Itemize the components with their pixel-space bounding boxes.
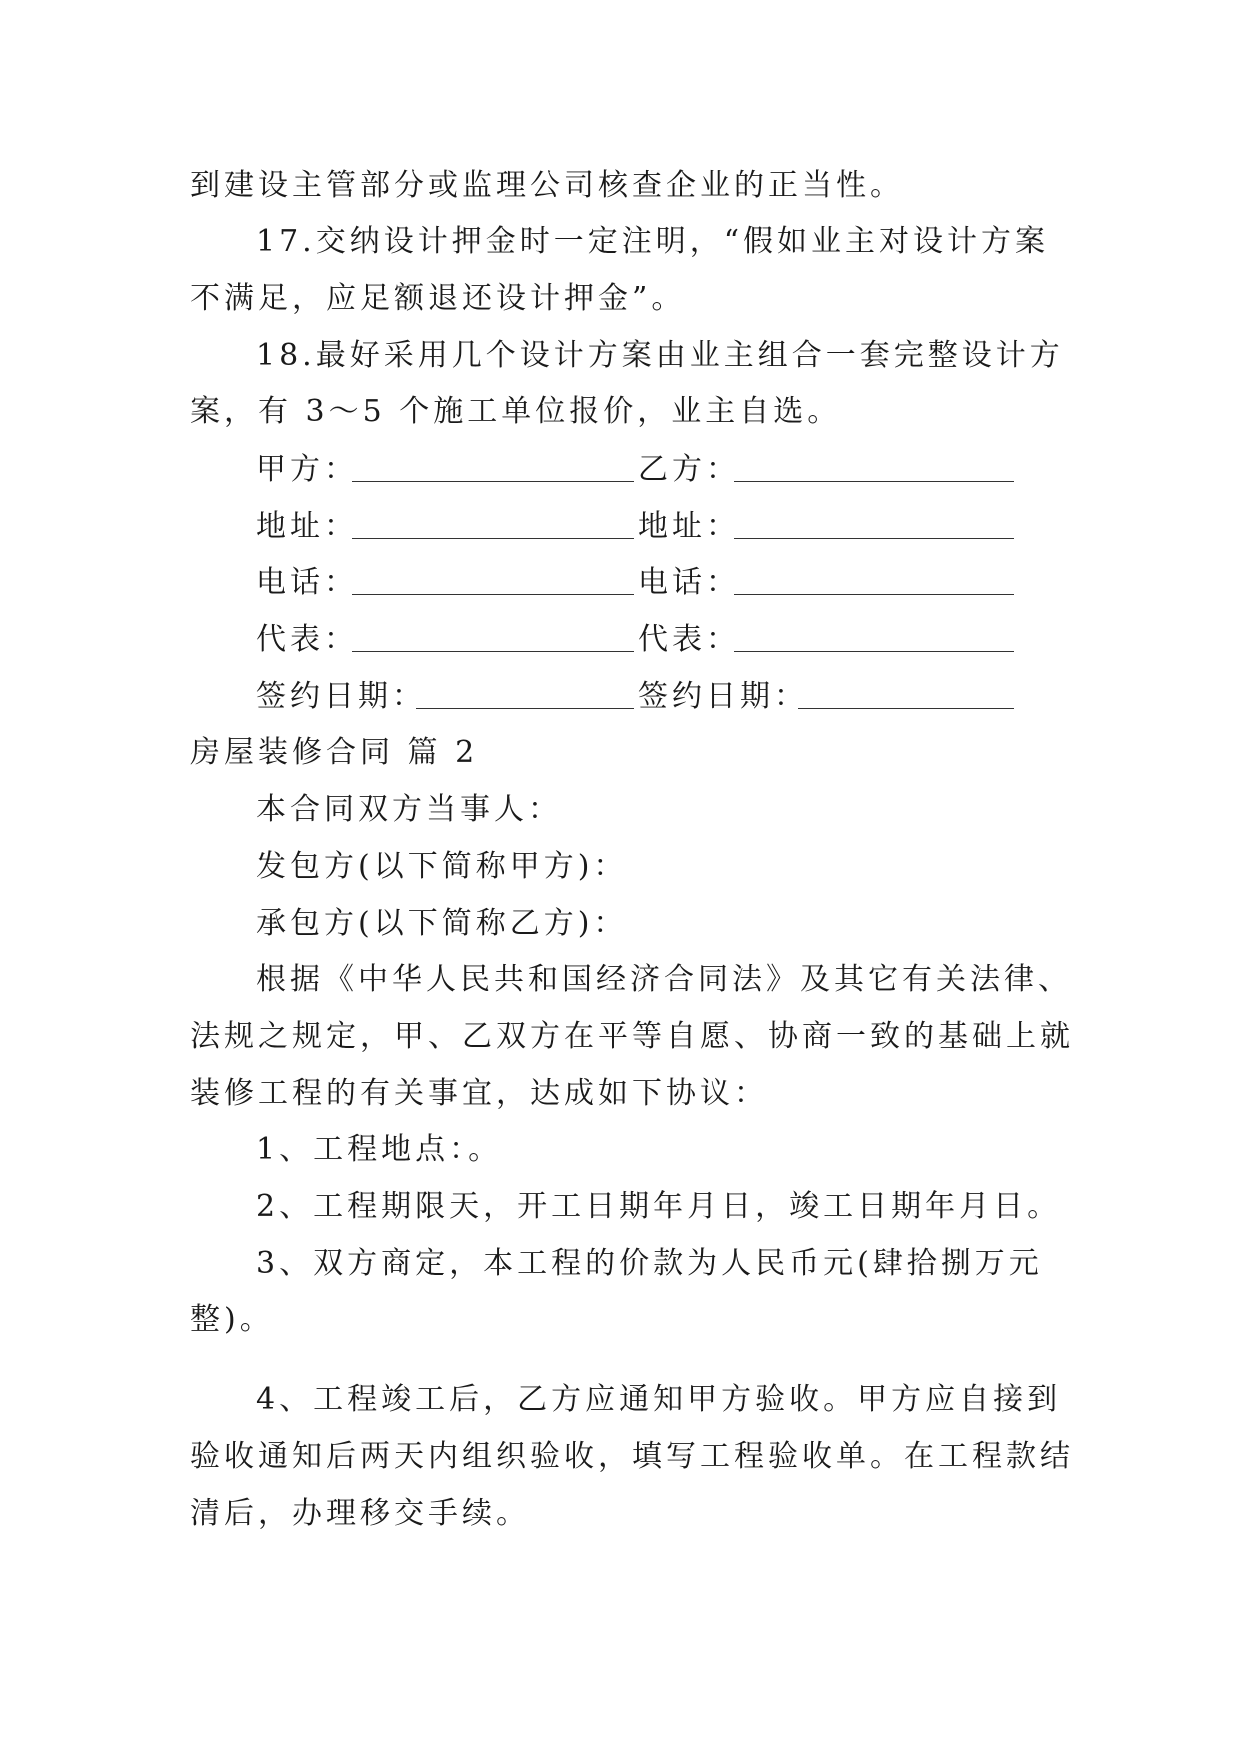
employer-line: 发包方(以下简称甲方)： [256,849,628,884]
parties-intro: 本合同双方当事人： [256,792,562,827]
address-a-label: 地址： [256,509,358,544]
phone-b-blank-line[interactable] [734,594,1014,595]
date-b-blank-line[interactable] [798,708,1014,709]
phone-b-label: 电话： [638,565,740,600]
rep-b-blank-line[interactable] [734,651,1014,652]
phone-a-label: 电话： [256,565,358,600]
phone-b-cell [638,563,1016,603]
date-a-cell [256,677,636,717]
phone-a-blank-line[interactable] [352,594,634,595]
item-4-line-3: 清后，办理移交手续。 [190,1496,530,1531]
clause-17-line-2: 不满足，应足额退还设计押金”。 [190,281,686,316]
phone-a-cell [256,563,636,603]
party-a-cell [256,450,636,490]
contractor-line: 承包方(以下简称乙方)： [256,906,628,941]
address-a-cell [256,507,636,547]
signature-row-party [256,450,1016,490]
preamble-line-1: 根据《中华人民共和国经济合同法》及其它有关法律、 [256,962,1072,997]
party-a-label: 甲方： [256,452,358,487]
party-b-label: 乙方： [638,452,740,487]
rep-b-label: 代表： [638,622,740,657]
preamble-line-3: 装修工程的有关事宜，达成如下协议： [190,1076,768,1111]
party-b-cell [638,450,1016,490]
clause-17-line-1: 17.交纳设计押金时一定注明，“假如业主对设计方案 [256,224,1050,259]
date-b-label: 签约日期： [638,679,808,714]
rep-a-blank-line[interactable] [352,651,634,652]
paragraph-line: 到建设主管部分或监理公司核查企业的正当性。 [190,168,904,203]
clause-18-line-1: 18.最好采用几个设计方案由业主组合一套完整设计方 [256,338,1064,373]
address-b-blank-line[interactable] [734,538,1014,539]
signature-row-date [256,677,1016,717]
signature-row-phone [256,563,1016,603]
address-b-label: 地址： [638,509,740,544]
party-b-blank-line[interactable] [734,481,1014,482]
address-b-cell [638,507,1016,547]
rep-b-cell [638,620,1016,660]
item-2: 2、工程期限天，开工日期年月日，竣工日期年月日。 [256,1189,1062,1224]
address-a-blank-line[interactable] [352,538,634,539]
signature-row-address [256,507,1016,547]
item-1: 1、工程地点：。 [256,1132,503,1167]
item-4-line-2: 验收通知后两天内组织验收，填写工程验收单。在工程款结 [190,1439,1074,1474]
party-a-blank-line[interactable] [352,481,634,482]
date-a-label: 签约日期： [256,679,426,714]
date-a-blank-line[interactable] [416,708,634,709]
date-b-cell [638,677,1016,717]
rep-a-cell [256,620,636,660]
preamble-line-2: 法规之规定，甲、乙双方在平等自愿、协商一致的基础上就 [190,1019,1074,1054]
item-4-line-1: 4、工程竣工后，乙方应通知甲方验收。甲方应自接到 [256,1382,1062,1417]
signature-row-representative [256,620,1016,660]
item-3-line-2: 整)。 [190,1302,274,1337]
rep-a-label: 代表： [256,622,358,657]
section-title: 房屋装修合同 篇 2 [190,735,479,770]
clause-18-line-2: 案，有 3～5 个施工单位报价，业主自选。 [190,394,842,429]
item-3-line-1: 3、双方商定，本工程的价款为人民币元(肆拾捌万元 [256,1246,1043,1281]
